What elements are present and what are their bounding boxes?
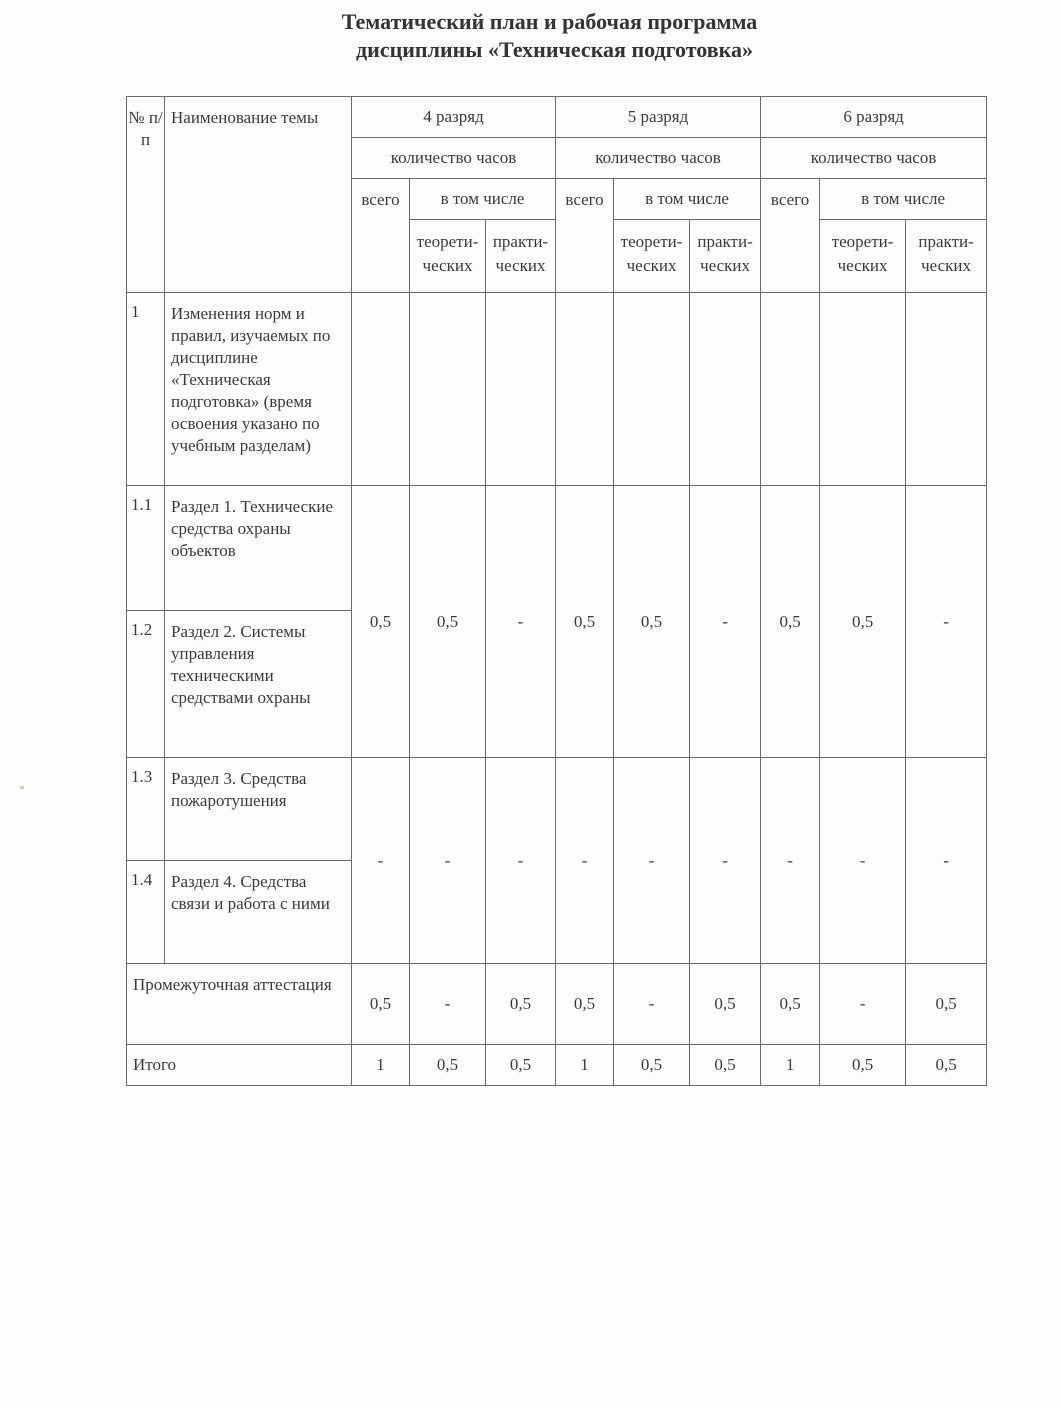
header-including-4: в том числе (410, 179, 556, 220)
sections-1-2-g5-total: 0,5 (556, 486, 614, 758)
header-total-4 (352, 179, 410, 293)
header-practice-4 (486, 220, 556, 293)
row-1-empty-3 (486, 293, 556, 486)
header-hours-4: количество часов (352, 138, 556, 179)
header-topic-label: Наименование темы (171, 108, 319, 127)
sections-3-4-g4-theory: - (410, 758, 486, 964)
total-g6-practice: 0,5 (906, 1045, 987, 1086)
header-hours-6: количество часов (761, 138, 987, 179)
header-practice-5-a: практи- (697, 232, 753, 251)
row-1-num: 1 (127, 293, 165, 486)
row-1-empty-4 (556, 293, 614, 486)
header-grade-4: 4 разряд (352, 97, 556, 138)
header-including-6: в том числе (820, 179, 987, 220)
sections-3-4-g6-theory: - (820, 758, 906, 964)
sections-3-4-g4-total: - (352, 758, 410, 964)
row-1-empty-8 (820, 293, 906, 486)
thematic-plan-table (126, 96, 987, 1086)
header-practice-6-a: практи- (918, 232, 974, 251)
header-hours-5: количество часов (556, 138, 761, 179)
sections-3-4-g6-practice: - (906, 758, 987, 964)
scan-speck (20, 786, 24, 789)
sections-3-4-g5-practice: - (690, 758, 761, 964)
row-1-empty-2 (410, 293, 486, 486)
attestation-g4-theory: - (410, 964, 486, 1045)
total-label: Итого (127, 1045, 352, 1086)
header-num-label: № п/п (128, 108, 163, 149)
table-row-1 (127, 293, 987, 486)
header-theory-6 (820, 220, 906, 293)
row-1-4-num: 1.4 (127, 861, 165, 964)
row-1-3-topic: Раздел 3. Средства пожаротушения (165, 758, 352, 861)
total-g5-total: 1 (556, 1045, 614, 1086)
header-theory-6-b: ческих (837, 256, 888, 275)
sections-3-4-g6-total: - (761, 758, 820, 964)
sections-1-2-g4-theory: 0,5 (410, 486, 486, 758)
total-g5-theory: 0,5 (614, 1045, 690, 1086)
total-g4-practice: 0,5 (486, 1045, 556, 1086)
sections-3-4-g5-total: - (556, 758, 614, 964)
sections-1-2-g6-theory: 0,5 (820, 486, 906, 758)
row-1-empty-7 (761, 293, 820, 486)
header-total-5 (556, 179, 614, 293)
row-1-2-topic: Раздел 2. Системы управления техническими средствами охраны (165, 611, 352, 758)
sections-1-2-g4-practice: - (486, 486, 556, 758)
header-practice-4-a: практи- (492, 232, 549, 251)
header-num-cell (127, 97, 165, 293)
header-practice-5-b: ческих (700, 256, 750, 275)
header-total-4-label: всего (361, 190, 400, 209)
row-1-empty-1 (352, 293, 410, 486)
header-grade-6: 6 разряд (761, 97, 987, 138)
sections-3-4-g4-practice: - (486, 758, 556, 964)
row-1-3-num: 1.3 (127, 758, 165, 861)
attestation-g4-practice: 0,5 (486, 964, 556, 1045)
header-theory-5-a: теорети- (620, 232, 683, 251)
header-theory-5 (614, 220, 690, 293)
attestation-g5-total: 0,5 (556, 964, 614, 1045)
header-practice-6 (906, 220, 987, 293)
header-topic-cell (165, 97, 352, 293)
header-theory-4 (410, 220, 486, 293)
total-g4-theory: 0,5 (410, 1045, 486, 1086)
attestation-label: Промежуточная аттестация (127, 964, 352, 1045)
attestation-g4-total: 0,5 (352, 964, 410, 1045)
total-g6-theory: 0,5 (820, 1045, 906, 1086)
title-line-2: дисциплины «Техническая подготовка» (356, 37, 753, 62)
header-practice-5 (690, 220, 761, 293)
table-row-attestation (127, 964, 987, 1045)
header-grade-5: 5 разряд (556, 97, 761, 138)
sections-1-2-g6-total: 0,5 (761, 486, 820, 758)
row-1-empty-6 (690, 293, 761, 486)
document-title (0, 8, 1061, 64)
attestation-g6-practice: 0,5 (906, 964, 987, 1045)
row-1-2-num: 1.2 (127, 611, 165, 758)
row-1-topic: Изменения норм и правил, изучаемых по дисциплине «Техническая подготовка» (время освоения указано по учебным разделам) (165, 293, 352, 486)
total-g4-total: 1 (352, 1045, 410, 1086)
table-row-1-3 (127, 758, 987, 861)
header-practice-6-b: ческих (921, 256, 972, 275)
total-g6-total: 1 (761, 1045, 820, 1086)
attestation-g6-total: 0,5 (761, 964, 820, 1045)
attestation-g6-theory: - (820, 964, 906, 1045)
header-theory-4-a: теорети- (416, 232, 479, 251)
header-theory-5-b: ческих (626, 256, 677, 275)
header-practice-4-b: ческих (495, 256, 546, 275)
sections-1-2-g5-practice: - (690, 486, 761, 758)
header-theory-4-b: ческих (422, 256, 473, 275)
attestation-g5-practice: 0,5 (690, 964, 761, 1045)
sections-1-2-g5-theory: 0,5 (614, 486, 690, 758)
header-theory-6-a: теорети- (831, 232, 894, 251)
sections-1-2-g6-practice: - (906, 486, 987, 758)
header-total-6 (761, 179, 820, 293)
header-total-6-label: всего (770, 190, 810, 209)
header-total-5-label: всего (565, 190, 604, 209)
table-row-total (127, 1045, 987, 1086)
header-including-5: в том числе (614, 179, 761, 220)
table-row-1-1 (127, 486, 987, 611)
row-1-empty-9 (906, 293, 987, 486)
total-g5-practice: 0,5 (690, 1045, 761, 1086)
header-row-grades (127, 97, 987, 138)
sections-1-2-g4-total: 0,5 (352, 486, 410, 758)
title-line-1: Тематический план и рабочая программа (341, 9, 758, 34)
attestation-g5-theory: - (614, 964, 690, 1045)
row-1-empty-5 (614, 293, 690, 486)
sections-3-4-g5-theory: - (614, 758, 690, 964)
row-1-1-topic: Раздел 1. Технические средства охраны объектов (165, 486, 352, 611)
row-1-4-topic: Раздел 4. Средства связи и работа с ними (165, 861, 352, 964)
row-1-1-num: 1.1 (127, 486, 165, 611)
